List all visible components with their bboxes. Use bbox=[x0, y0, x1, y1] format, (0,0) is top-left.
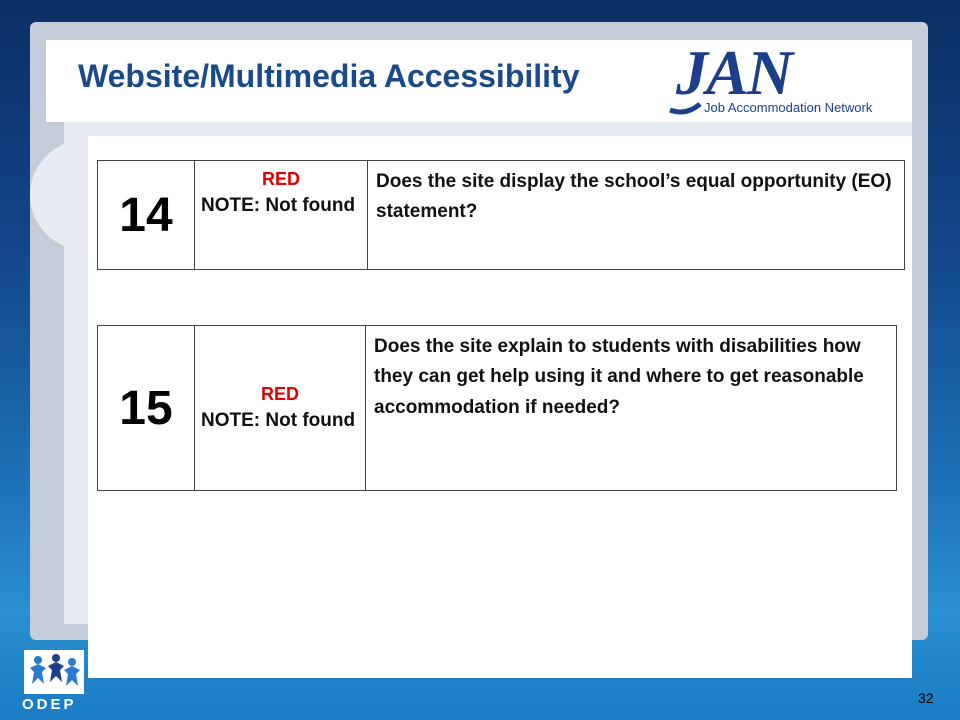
question-text: Does the site display the school’s equal opportunity (EO) statement? bbox=[368, 161, 905, 270]
status-cell bbox=[195, 161, 368, 270]
item-number: 14 bbox=[98, 161, 195, 270]
checklist-item-14 bbox=[97, 160, 905, 270]
question-text: Does the site explain to students with disabilities how they can get help using it and where to get reasonable accommodation if needed? bbox=[366, 326, 897, 491]
jan-logo bbox=[666, 37, 906, 118]
status-note: NOTE: Not found bbox=[201, 410, 356, 432]
status-note: NOTE: Not found bbox=[201, 195, 356, 216]
slide-title: Website/Multimedia Accessibility bbox=[78, 58, 580, 94]
odep-label: ODEP bbox=[22, 696, 77, 713]
odep-figures-icon bbox=[22, 648, 86, 696]
status-cell bbox=[195, 326, 366, 491]
page-number: 32 bbox=[918, 690, 934, 706]
jan-logo-letters: JAN bbox=[676, 37, 791, 108]
item-number: 15 bbox=[98, 326, 195, 491]
status-badge: RED bbox=[261, 169, 300, 189]
status-badge: RED bbox=[260, 384, 299, 405]
checklist-item-15 bbox=[97, 325, 897, 491]
jan-logo-subtitle: Job Accommodation Network bbox=[704, 100, 873, 115]
